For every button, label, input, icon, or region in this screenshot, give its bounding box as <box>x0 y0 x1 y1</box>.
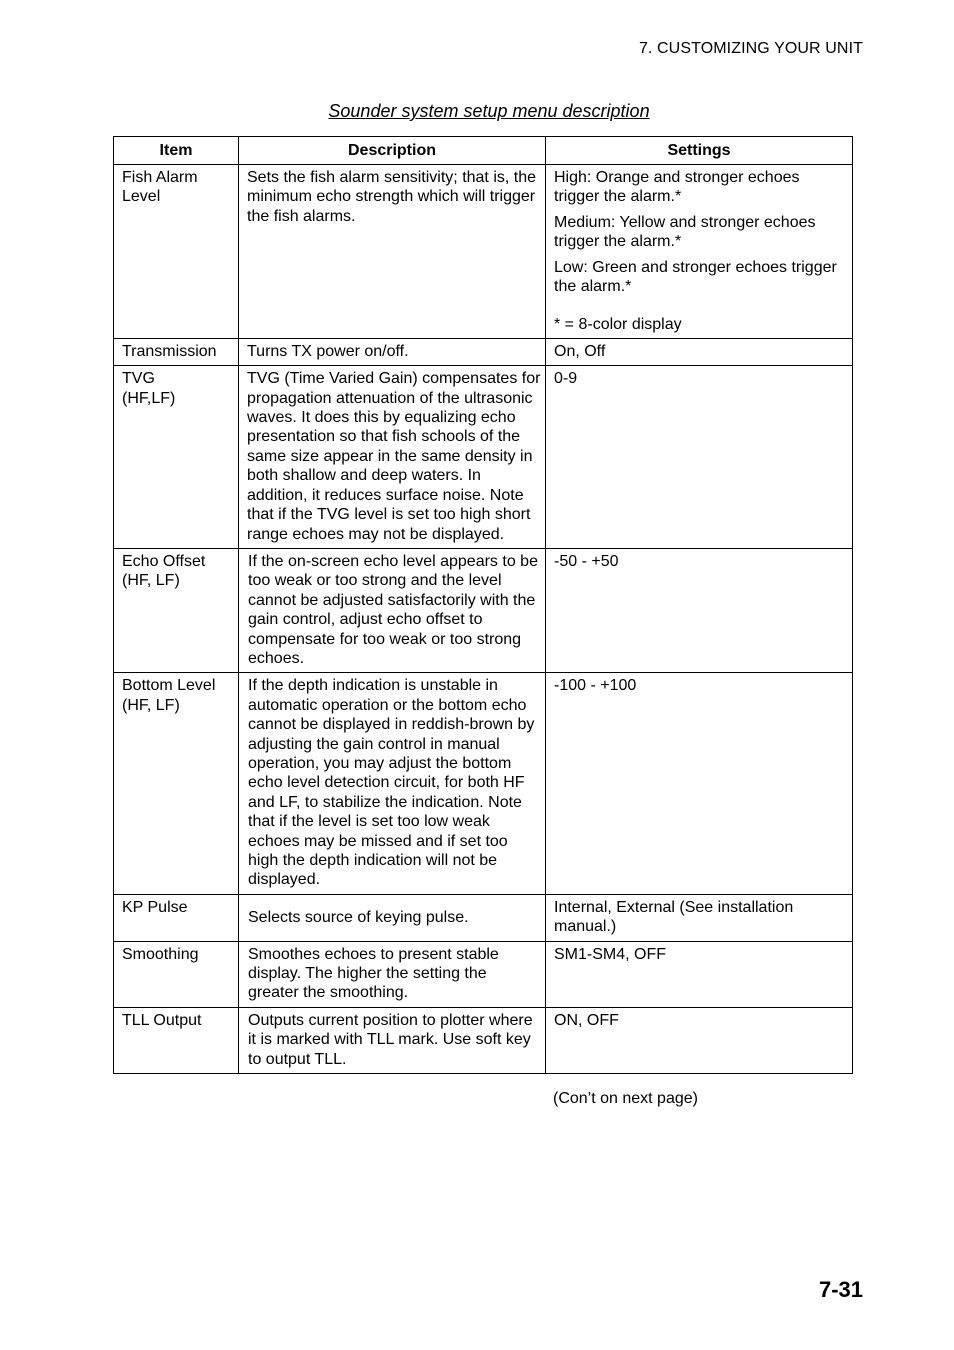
column-header-description: Description <box>239 137 546 165</box>
table-row <box>114 366 853 549</box>
table-row <box>114 1007 853 1073</box>
table-row <box>114 673 853 894</box>
column-header-settings: Settings <box>546 137 853 165</box>
table-row <box>114 941 853 1007</box>
settings-cell <box>546 165 853 339</box>
item-cell: Transmission <box>114 338 239 365</box>
description-cell: If the on-screen echo level appears to be too weak or too strong and the level cannot be adjusted satisfactorily with the gain control, adjust echo offset to compensate for too weak or too strong echoes. <box>239 548 546 672</box>
setup-menu-table <box>113 136 853 1074</box>
item-cell: Echo Offset (HF, LF) <box>114 548 239 672</box>
settings-footnote: * = 8-color display <box>554 316 682 334</box>
table-row <box>114 338 853 365</box>
description-cell: Sets the fish alarm sensitivity; that is, the minimum echo strength which will trigger the fish alarms. <box>239 165 546 339</box>
description-cell: TVG (Time Varied Gain) compensates for propagation attenuation of the ultrasonic waves. It does this by equalizing echo presentation so that fish schools of the same size appear in the same density in both shallow and deep waters. In addition, it reduces surface noise. Note that if the TVG level is set too high short range echoes may not be displayed. <box>239 366 546 549</box>
column-header-item: Item <box>114 137 239 165</box>
settings-cell: -50 - +50 <box>546 548 853 672</box>
settings-cell: -100 - +100 <box>546 673 853 894</box>
settings-cell: On, Off <box>546 338 853 365</box>
settings-cell: Internal, External (See installation manual.) <box>546 894 853 941</box>
setting-low: Low: Green and stronger echoes trigger the alarm.* <box>554 258 837 296</box>
table-header-row <box>114 137 853 165</box>
item-cell: Fish Alarm Level <box>114 165 239 339</box>
table-row <box>114 165 853 339</box>
description-cell: Outputs current position to plotter where it is marked with TLL mark. Use soft key to output TLL. <box>239 1007 546 1073</box>
item-cell: TLL Output <box>114 1007 239 1073</box>
settings-cell: ON, OFF <box>546 1007 853 1073</box>
settings-cell: SM1-SM4, OFF <box>546 941 853 1007</box>
settings-cell: 0-9 <box>546 366 853 549</box>
setting-medium: Medium: Yellow and stronger echoes trigger the alarm.* <box>554 213 816 251</box>
table-row <box>114 894 853 941</box>
description-cell: Smoothes echoes to present stable display. The higher the setting the greater the smoothing. <box>239 941 546 1007</box>
table-row <box>114 548 853 672</box>
setting-high: High: Orange and stronger echoes trigger the alarm.* <box>554 169 800 206</box>
item-cell: Bottom Level (HF, LF) <box>114 673 239 894</box>
description-cell: Selects source of keying pulse. <box>239 894 546 941</box>
page-number: 7-31 <box>818 1277 863 1302</box>
continued-note: (Con’t on next page) <box>553 1090 698 1107</box>
description-cell: If the depth indication is unstable in automatic operation or the bottom echo cannot be displayed in reddish-brown by adjusting the gain control in manual operation, you may adjust the bottom echo level detection circuit, for both HF and LF, to stabilize the indication. Note that if the level is set too low weak echoes may be missed and if set too high the depth indication will not be displayed. <box>239 673 546 894</box>
running-header: 7. CUSTOMIZING YOUR UNIT <box>638 40 863 57</box>
description-cell: Turns TX power on/off. <box>239 338 546 365</box>
item-cell: TVG (HF,LF) <box>114 366 239 549</box>
item-cell: Smoothing <box>114 941 239 1007</box>
table-caption: Sounder system setup menu description <box>328 101 650 121</box>
item-cell: KP Pulse <box>114 894 239 941</box>
